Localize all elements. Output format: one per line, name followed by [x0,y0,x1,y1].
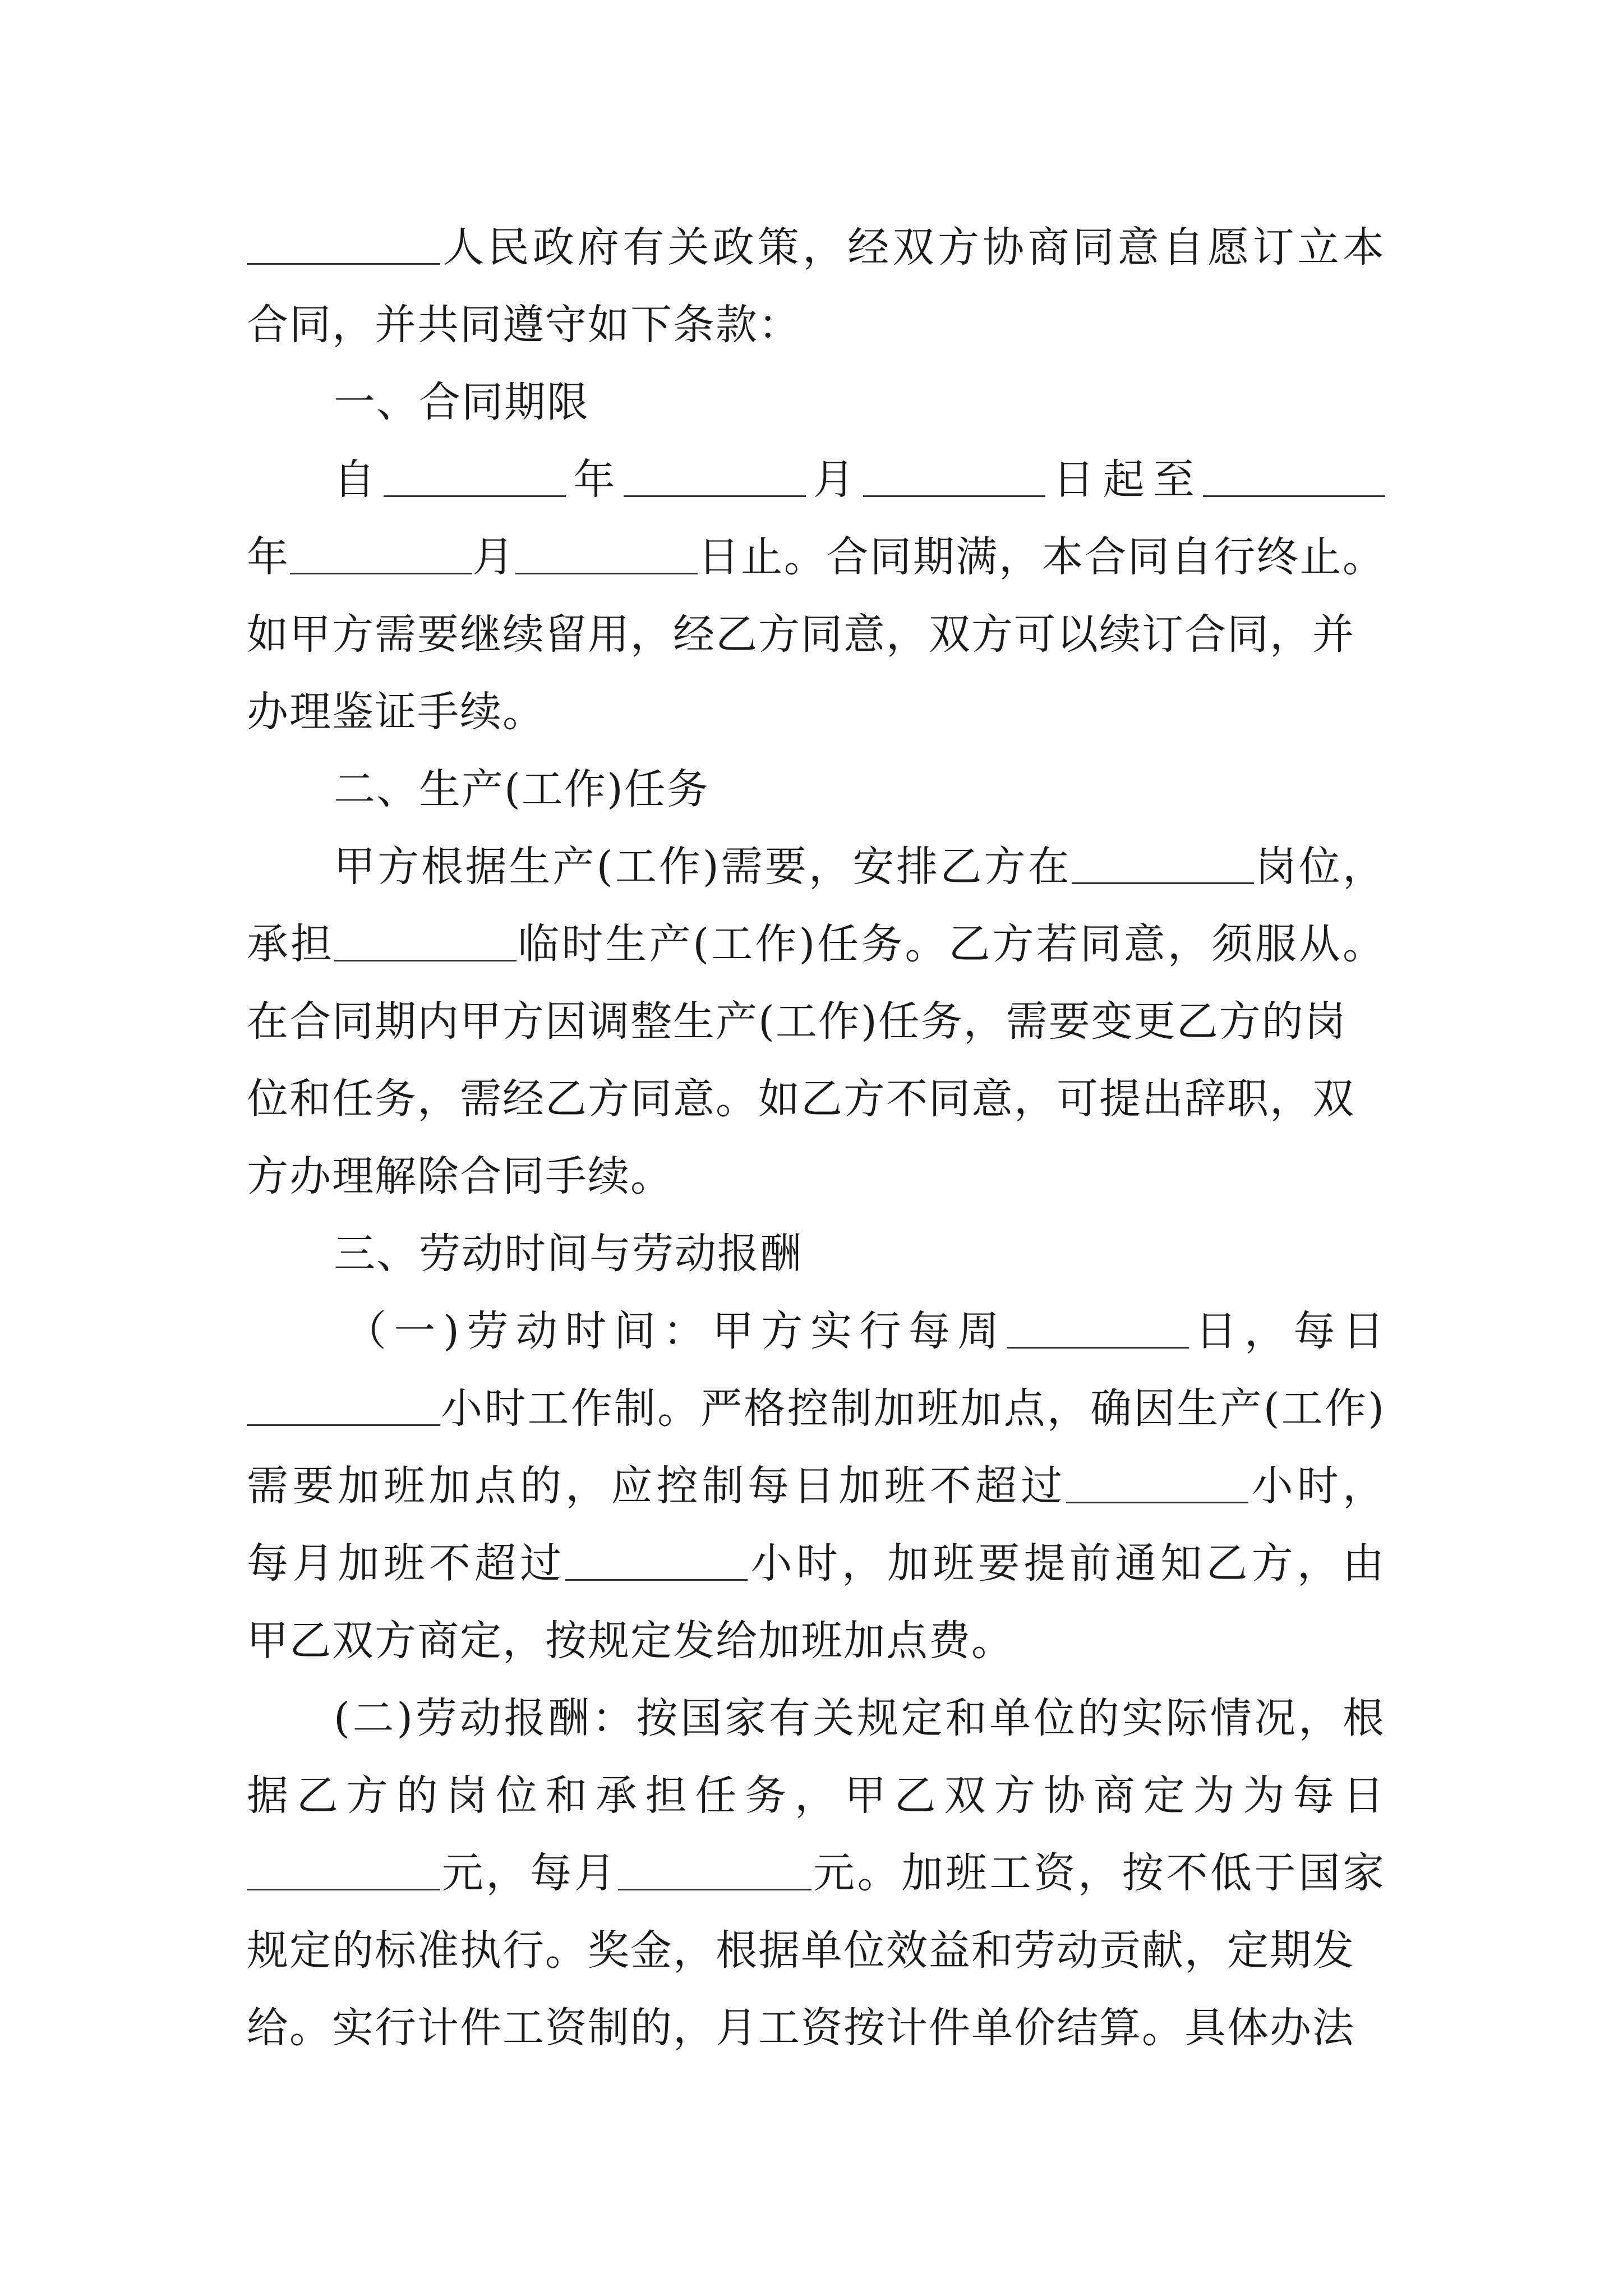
section-heading: 三、劳动时间与劳动报酬 [334,1230,803,1278]
text-line: 办理鉴证手续。 [247,688,545,736]
text-line: 自 年 月 日起至 [247,441,1385,518]
fill-in-blank[interactable] [1203,455,1385,497]
text-line: 在合同期内甲方因调整生产(工作)任务，需要变更乙方的岗 [247,997,1347,1046]
text-line: 每月加班不超过 小时，加班要提前通知乙方，由 [247,1539,1386,1588]
fill-in-blank[interactable] [515,532,698,574]
text-line: 甲乙双方商定，按规定发给加班加点费。 [247,1617,1014,1665]
fill-in-blank[interactable] [290,532,472,574]
fill-in-blank[interactable] [1066,1461,1248,1503]
fill-in-blank[interactable] [618,1848,811,1890]
fill-in-blank[interactable] [384,455,566,497]
text-line: 需要加班加点的，应控制每日加班不超过 小时， [247,1462,1386,1510]
text-line: 甲方根据生产(工作)需要，安排乙方在 岗位， [334,843,1385,891]
text-line: 规定的标准执行。奖金，根据单位效益和劳动贡献，定期发 [247,1926,1355,1975]
text-line: 位和任务，需经乙方同意。如乙方不同意，可提出辞职，双 [247,1075,1355,1123]
text-line: 承担 临时生产(工作)任务。乙方若同意，须服从。 [247,920,1385,968]
text-line: （一)劳动时间：甲方实行每周 日，每日 [345,1307,1385,1355]
fill-in-blank[interactable] [247,1848,440,1890]
text-line: 给。实行计件工资制的，月工资按计件单价结算。具体办法 [247,2004,1355,2052]
text-line: 人民政府有关政策，经双方协商同意自愿订立本 [247,209,1385,286]
section-heading: 一、合同期限 [334,378,589,426]
fill-in-blank[interactable] [1007,1306,1189,1349]
text-line: 据乙方的岗位和承担任务，甲乙双方协商定为为每日 [247,1772,1385,1820]
text-line: 方办理解除合同手续。 [247,1152,673,1200]
fill-in-blank[interactable] [1072,842,1254,884]
text-line: 如甲方需要继续留用，经乙方同意，双方可以续订合同，并 [247,610,1355,659]
fill-in-blank[interactable] [863,455,1045,497]
section-heading: 二、生产(工作)任务 [334,765,709,813]
text-line: 年 月 日止。合同期满，本合同自行终止。 [247,533,1386,581]
fill-in-blank[interactable] [565,1539,748,1581]
text-line: 小时工作制。严格控制加班加点，确因生产(工作) [247,1370,1385,1447]
text-line: 元，每月 元。加班工资，按不低于国家 [247,1834,1385,1912]
fill-in-blank[interactable] [624,455,806,497]
fill-in-blank[interactable] [247,223,440,265]
document-body [247,209,1385,2067]
text-line: 合同，并共同遵守如下条款： [247,301,801,349]
text-line: (二)劳动报酬：按国家有关规定和单位的实际情况，根 [334,1694,1385,1742]
fill-in-blank[interactable] [247,1384,440,1426]
fill-in-blank[interactable] [334,919,517,961]
